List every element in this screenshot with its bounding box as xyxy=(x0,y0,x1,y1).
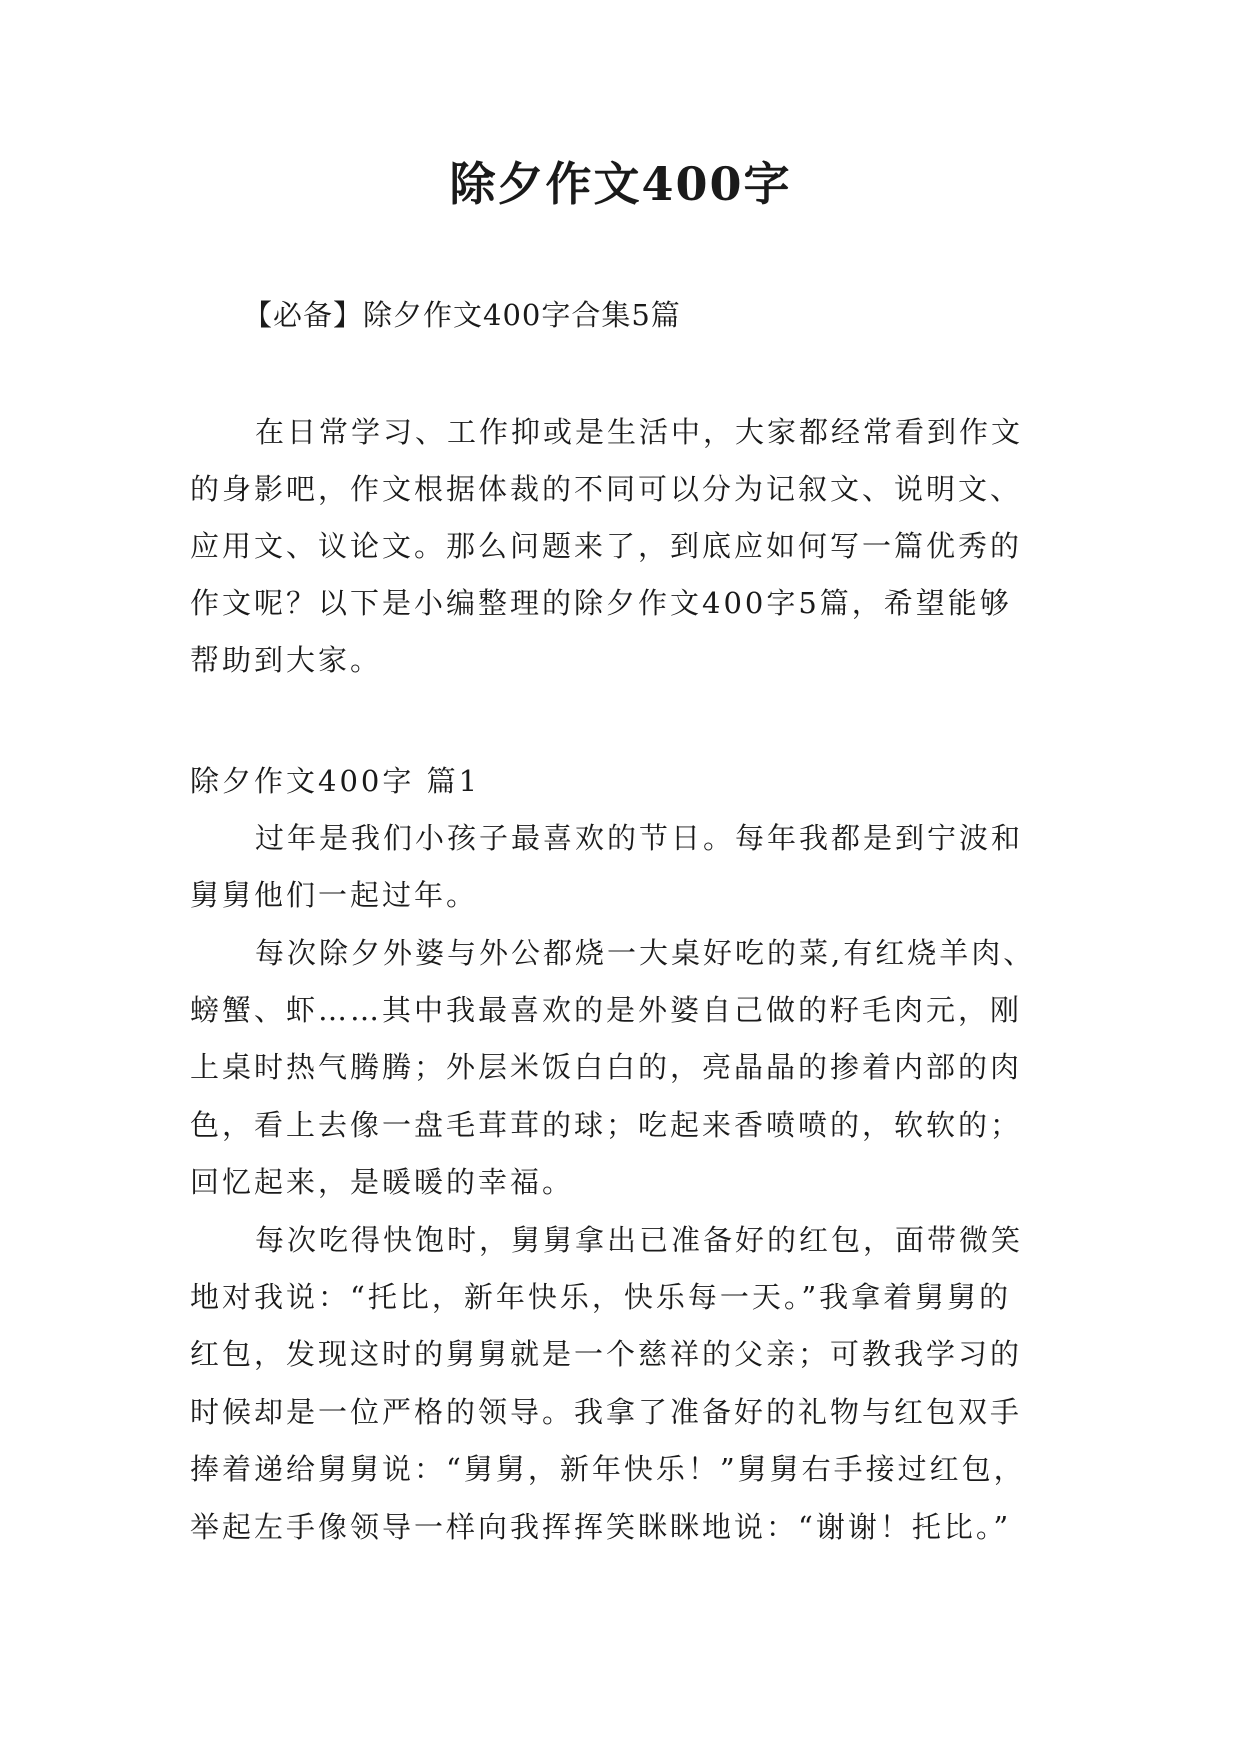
paragraph-line: 每次除夕外婆与外公都烧一大桌好吃的菜,有红烧羊肉、 xyxy=(255,936,1036,970)
document-title: 除夕作文400字 xyxy=(449,157,792,211)
paragraph-line: 舅舅他们一起过年。 xyxy=(190,878,479,912)
paragraph-line: 红包，发现这时的舅舅就是一个慈祥的父亲；可教我学习的 xyxy=(190,1337,1023,1371)
paragraph-line: 上桌时热气腾腾；外层米饭白白的，亮晶晶的掺着内部的肉 xyxy=(190,1050,1023,1084)
document-subtitle: 【必备】除夕作文400字合集5篇 xyxy=(243,298,681,332)
intro-line: 的身影吧，作文根据体裁的不同可以分为记叙文、说明文、 xyxy=(190,472,1023,506)
intro-line: 应用文、议论文。那么问题来了，到底应如何写一篇优秀的 xyxy=(190,529,1023,563)
intro-line: 在日常学习、工作抑或是生活中，大家都经常看到作文 xyxy=(255,415,1024,449)
paragraph-line: 地对我说：“托比，新年快乐，快乐每一天。”我拿着舅舅的 xyxy=(190,1280,1012,1314)
intro-line: 帮助到大家。 xyxy=(190,643,383,677)
intro-line: 作文呢？以下是小编整理的除夕作文400字5篇，希望能够 xyxy=(190,586,1012,620)
paragraph-line: 每次吃得快饱时，舅舅拿出已准备好的红包，面带微笑 xyxy=(255,1223,1024,1257)
paragraph-line: 回忆起来，是暖暖的幸福。 xyxy=(190,1165,575,1199)
paragraph-line: 捧着递给舅舅说：“舅舅，新年快乐！”舅舅右手接过红包， xyxy=(190,1452,1026,1486)
paragraph-line: 举起左手像领导一样向我挥挥笑眯眯地说：“谢谢！托比。” xyxy=(190,1510,1012,1544)
paragraph-line: 过年是我们小孩子最喜欢的节日。每年我都是到宁波和 xyxy=(255,821,1024,855)
paragraph-line: 色，看上去像一盘毛茸茸的球；吃起来香喷喷的，软软的； xyxy=(190,1108,1023,1142)
paragraph-line: 时候却是一位严格的领导。我拿了准备好的礼物与红包双手 xyxy=(190,1395,1023,1429)
paragraph-line: 螃蟹、虾……其中我最喜欢的是外婆自己做的籽毛肉元，刚 xyxy=(190,993,1023,1027)
section-heading: 除夕作文400字 篇1 xyxy=(190,764,481,798)
